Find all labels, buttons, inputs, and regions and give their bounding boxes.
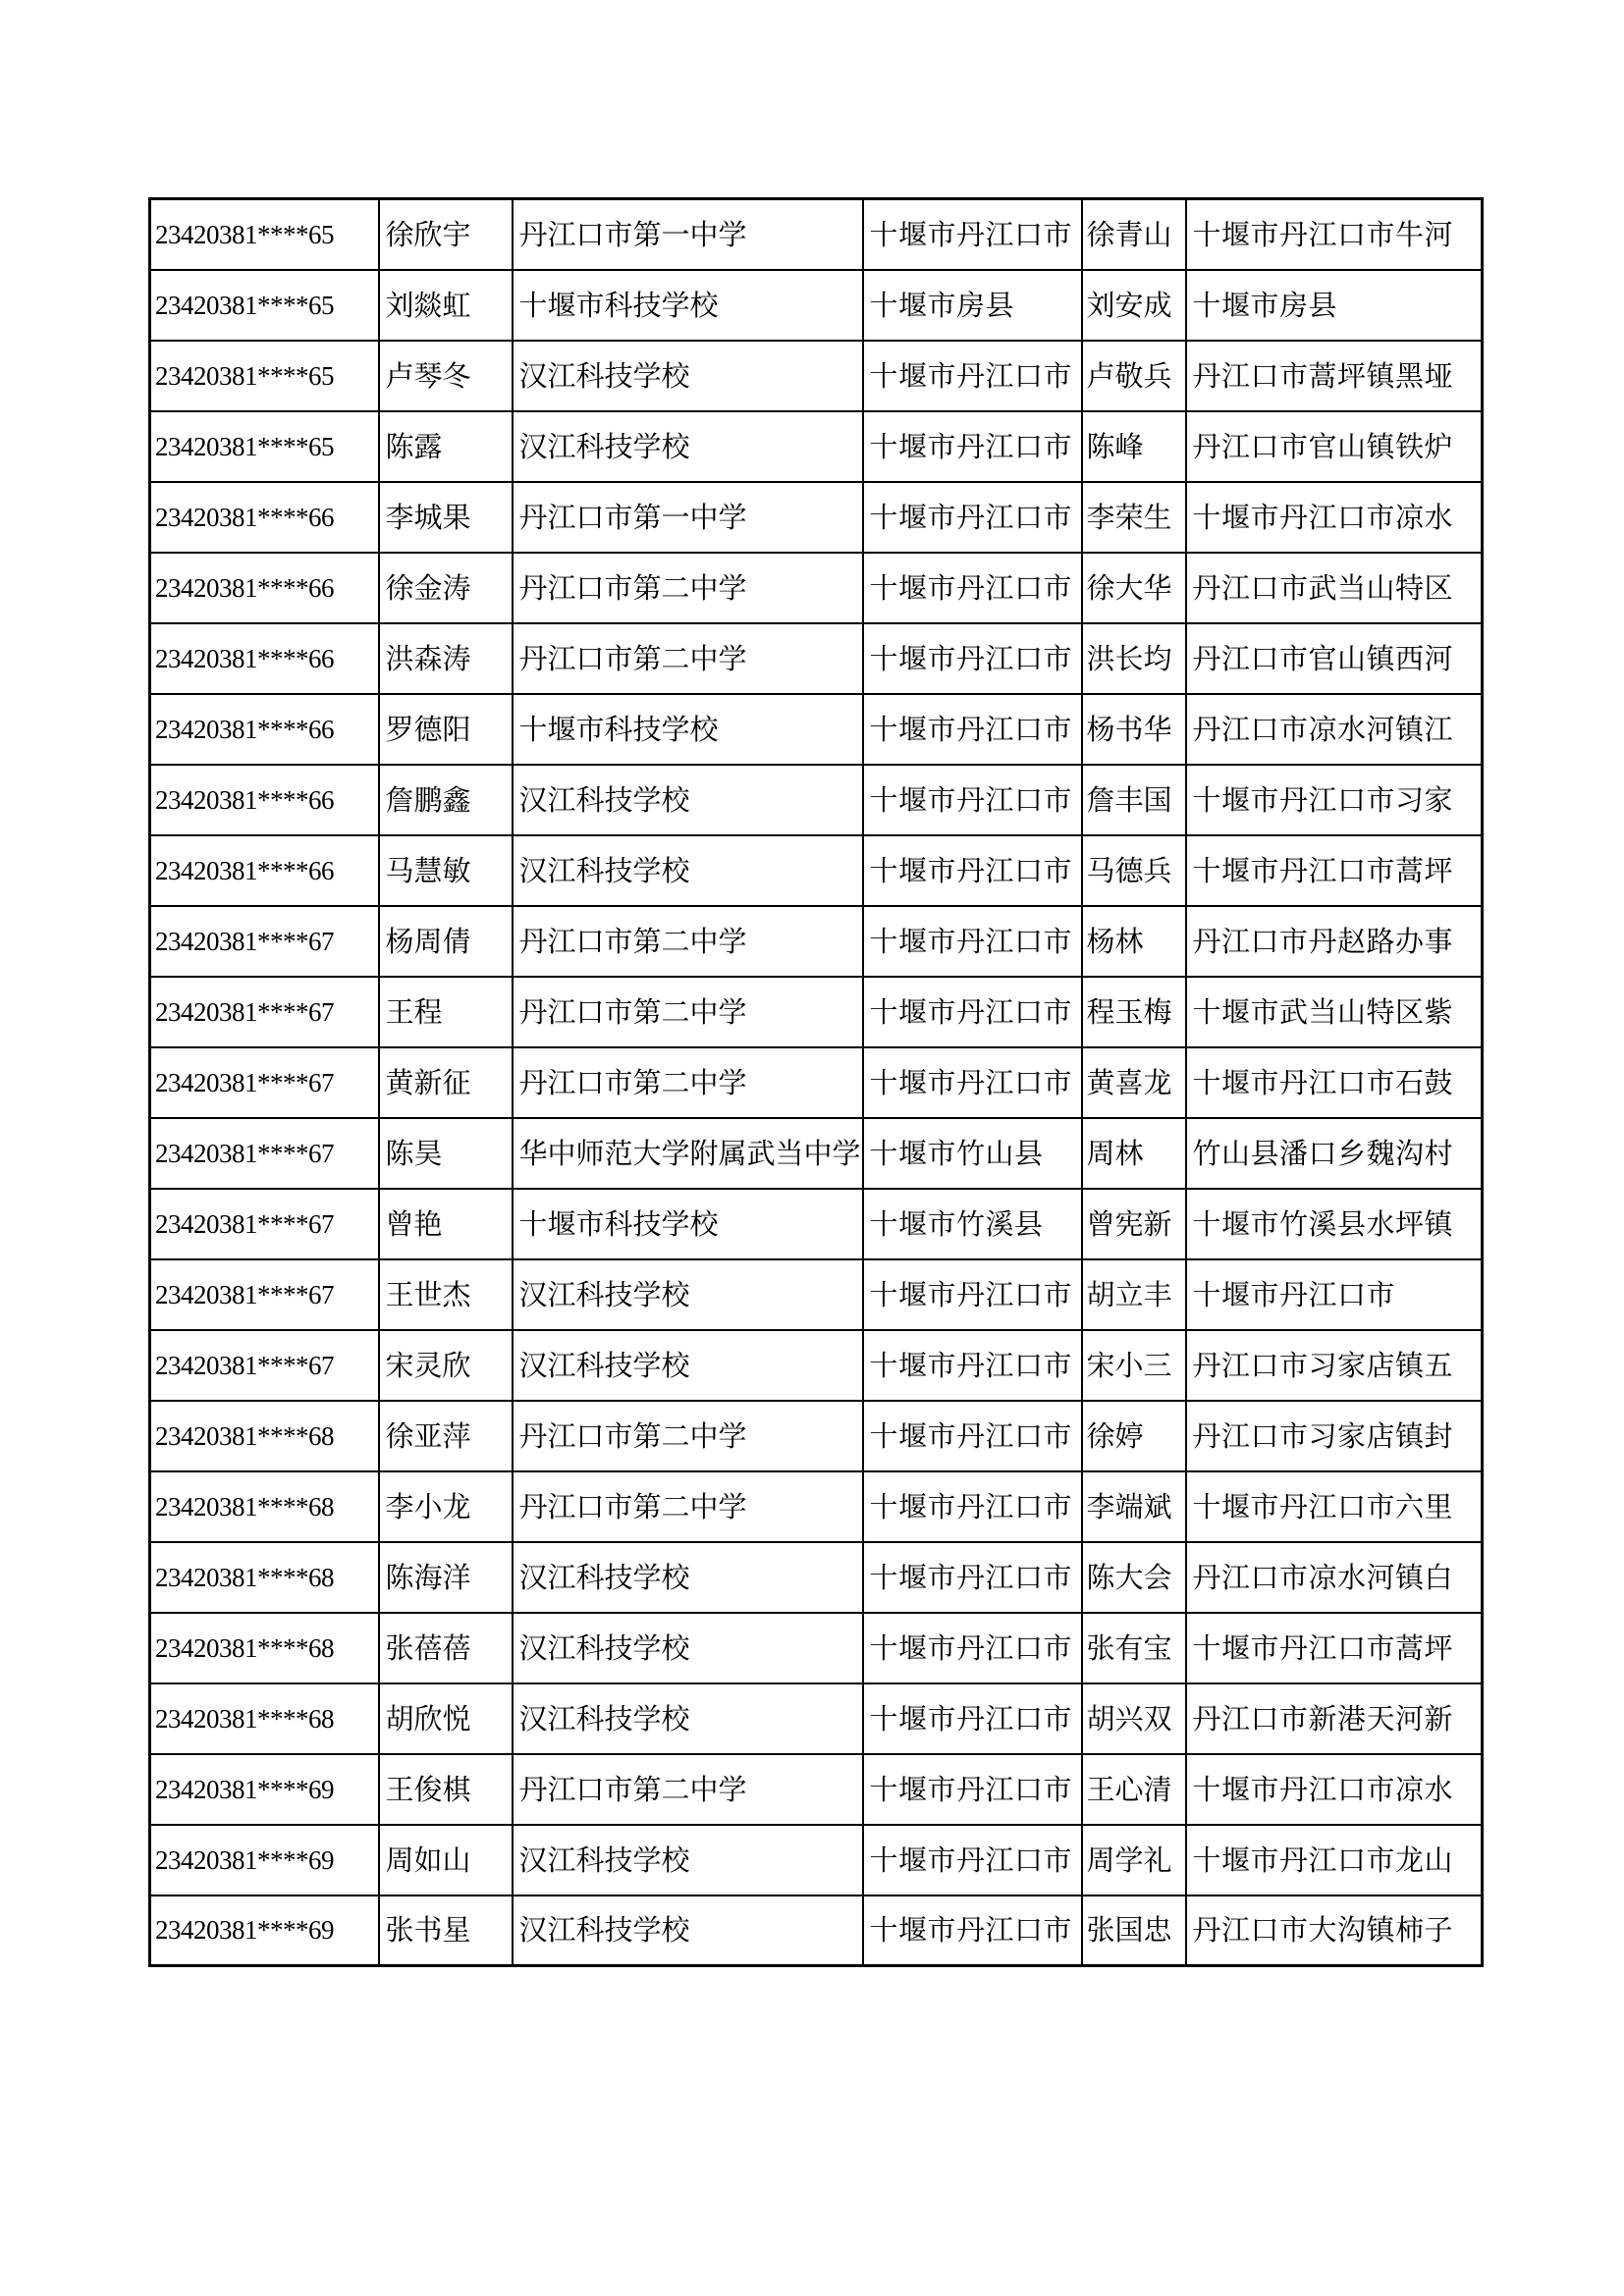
student-name-cell: 张蓓蓓 [379,1613,513,1683]
region-cell: 十堰市丹江口市 [863,1683,1082,1754]
student-name-cell: 宋灵欣 [379,1330,513,1401]
address-cell: 十堰市丹江口市蒿坪 [1186,835,1483,906]
school-cell: 汉江科技学校 [513,765,863,835]
table-row [150,1896,1483,1966]
id-number-cell: 23420381****68 [150,1542,379,1613]
region-cell: 十堰市丹江口市 [863,199,1082,270]
student-name-cell: 马慧敏 [379,835,513,906]
id-number-cell: 23420381****67 [150,1118,379,1189]
student-name-cell: 詹鹏鑫 [379,765,513,835]
student-name-cell: 王世杰 [379,1259,513,1330]
table-row [150,553,1483,623]
school-cell: 丹江口市第二中学 [513,1047,863,1118]
address-cell: 十堰市丹江口市龙山 [1186,1825,1483,1896]
guardian-name-cell: 张有宝 [1082,1613,1186,1683]
id-number-cell: 23420381****67 [150,1330,379,1401]
table-row [150,906,1483,977]
id-number-cell: 23420381****66 [150,835,379,906]
guardian-name-cell: 程玉梅 [1082,977,1186,1047]
table-row [150,1189,1483,1259]
address-cell: 十堰市丹江口市习家 [1186,765,1483,835]
table-row [150,835,1483,906]
school-cell: 十堰市科技学校 [513,1189,863,1259]
student-name-cell: 洪森涛 [379,623,513,694]
guardian-name-cell: 周林 [1082,1118,1186,1189]
region-cell: 十堰市丹江口市 [863,1471,1082,1542]
id-number-cell: 23420381****68 [150,1401,379,1471]
school-cell: 汉江科技学校 [513,835,863,906]
region-cell: 十堰市丹江口市 [863,1542,1082,1613]
guardian-name-cell: 胡立丰 [1082,1259,1186,1330]
id-number-cell: 23420381****69 [150,1896,379,1966]
address-cell: 十堰市丹江口市石鼓 [1186,1047,1483,1118]
id-number-cell: 23420381****66 [150,623,379,694]
school-cell: 丹江口市第二中学 [513,553,863,623]
student-name-cell: 刘燚虹 [379,270,513,341]
student-name-cell: 王俊棋 [379,1754,513,1825]
student-name-cell: 陈海洋 [379,1542,513,1613]
table-row [150,482,1483,553]
region-cell: 十堰市丹江口市 [863,1896,1082,1966]
address-cell: 丹江口市习家店镇封 [1186,1401,1483,1471]
guardian-name-cell: 曾宪新 [1082,1189,1186,1259]
region-cell: 十堰市丹江口市 [863,553,1082,623]
student-name-cell: 徐亚萍 [379,1401,513,1471]
school-cell: 丹江口市第二中学 [513,1754,863,1825]
id-number-cell: 23420381****68 [150,1471,379,1542]
guardian-name-cell: 周学礼 [1082,1825,1186,1896]
guardian-name-cell: 胡兴双 [1082,1683,1186,1754]
region-cell: 十堰市竹山县 [863,1118,1082,1189]
student-name-cell: 陈昊 [379,1118,513,1189]
region-cell: 十堰市丹江口市 [863,1401,1082,1471]
address-cell: 丹江口市官山镇铁炉 [1186,411,1483,482]
address-cell: 丹江口市大沟镇柿子 [1186,1896,1483,1966]
table-row [150,623,1483,694]
table-row [150,1330,1483,1401]
id-number-cell: 23420381****66 [150,694,379,765]
region-cell: 十堰市丹江口市 [863,411,1082,482]
address-cell: 十堰市丹江口市凉水 [1186,1754,1483,1825]
address-cell: 十堰市房县 [1186,270,1483,341]
student-name-cell: 李城果 [379,482,513,553]
address-cell: 丹江口市习家店镇五 [1186,1330,1483,1401]
id-number-cell: 23420381****65 [150,270,379,341]
student-name-cell: 徐金涛 [379,553,513,623]
region-cell: 十堰市丹江口市 [863,1754,1082,1825]
school-cell: 丹江口市第一中学 [513,482,863,553]
student-name-cell: 胡欣悦 [379,1683,513,1754]
table-row [150,1754,1483,1825]
guardian-name-cell: 洪长均 [1082,623,1186,694]
table-row [150,1825,1483,1896]
student-roster-table [148,197,1484,1967]
table-row [150,977,1483,1047]
address-cell: 十堰市武当山特区紫 [1186,977,1483,1047]
table-row [150,199,1483,270]
guardian-name-cell: 杨书华 [1082,694,1186,765]
guardian-name-cell: 陈大会 [1082,1542,1186,1613]
id-number-cell: 23420381****65 [150,341,379,411]
id-number-cell: 23420381****66 [150,553,379,623]
address-cell: 丹江口市丹赵路办事 [1186,906,1483,977]
student-name-cell: 周如山 [379,1825,513,1896]
address-cell: 丹江口市新港天河新 [1186,1683,1483,1754]
address-cell: 十堰市丹江口市凉水 [1186,482,1483,553]
school-cell: 汉江科技学校 [513,1330,863,1401]
school-cell: 丹江口市第二中学 [513,623,863,694]
id-number-cell: 23420381****67 [150,977,379,1047]
region-cell: 十堰市丹江口市 [863,694,1082,765]
school-cell: 汉江科技学校 [513,1683,863,1754]
school-cell: 丹江口市第二中学 [513,1401,863,1471]
region-cell: 十堰市丹江口市 [863,1330,1082,1401]
guardian-name-cell: 张国忠 [1082,1896,1186,1966]
region-cell: 十堰市丹江口市 [863,765,1082,835]
region-cell: 十堰市丹江口市 [863,977,1082,1047]
id-number-cell: 23420381****65 [150,199,379,270]
guardian-name-cell: 宋小三 [1082,1330,1186,1401]
region-cell: 十堰市丹江口市 [863,1047,1082,1118]
school-cell: 十堰市科技学校 [513,694,863,765]
id-number-cell: 23420381****67 [150,1259,379,1330]
guardian-name-cell: 徐婷 [1082,1401,1186,1471]
table-row [150,411,1483,482]
student-name-cell: 曾艳 [379,1189,513,1259]
guardian-name-cell: 李荣生 [1082,482,1186,553]
guardian-name-cell: 杨林 [1082,906,1186,977]
student-name-cell: 王程 [379,977,513,1047]
id-number-cell: 23420381****65 [150,411,379,482]
address-cell: 十堰市丹江口市 [1186,1259,1483,1330]
guardian-name-cell: 王心清 [1082,1754,1186,1825]
school-cell: 汉江科技学校 [513,1542,863,1613]
table-row [150,1259,1483,1330]
region-cell: 十堰市房县 [863,270,1082,341]
address-cell: 丹江口市蒿坪镇黑垭 [1186,341,1483,411]
id-number-cell: 23420381****66 [150,765,379,835]
table-row [150,1471,1483,1542]
table-row [150,270,1483,341]
table-row [150,1047,1483,1118]
region-cell: 十堰市丹江口市 [863,835,1082,906]
school-cell: 丹江口市第二中学 [513,1471,863,1542]
student-name-cell: 陈露 [379,411,513,482]
student-name-cell: 罗德阳 [379,694,513,765]
table-row [150,1542,1483,1613]
guardian-name-cell: 陈峰 [1082,411,1186,482]
guardian-name-cell: 徐青山 [1082,199,1186,270]
school-cell: 汉江科技学校 [513,341,863,411]
address-cell: 竹山县潘口乡魏沟村 [1186,1118,1483,1189]
table-row [150,1118,1483,1189]
region-cell: 十堰市丹江口市 [863,623,1082,694]
student-name-cell: 杨周倩 [379,906,513,977]
student-name-cell: 徐欣宇 [379,199,513,270]
guardian-name-cell: 马德兵 [1082,835,1186,906]
region-cell: 十堰市丹江口市 [863,482,1082,553]
school-cell: 汉江科技学校 [513,1896,863,1966]
roster-body [150,199,1483,1966]
table-row [150,765,1483,835]
table-row [150,1401,1483,1471]
address-cell: 十堰市丹江口市牛河 [1186,199,1483,270]
id-number-cell: 23420381****67 [150,906,379,977]
guardian-name-cell: 徐大华 [1082,553,1186,623]
student-name-cell: 黄新征 [379,1047,513,1118]
region-cell: 十堰市丹江口市 [863,1259,1082,1330]
school-cell: 丹江口市第二中学 [513,977,863,1047]
id-number-cell: 23420381****69 [150,1754,379,1825]
id-number-cell: 23420381****67 [150,1047,379,1118]
address-cell: 丹江口市官山镇西河 [1186,623,1483,694]
school-cell: 汉江科技学校 [513,1613,863,1683]
id-number-cell: 23420381****68 [150,1683,379,1754]
id-number-cell: 23420381****67 [150,1189,379,1259]
address-cell: 十堰市竹溪县水坪镇 [1186,1189,1483,1259]
region-cell: 十堰市丹江口市 [863,1613,1082,1683]
table-row [150,1613,1483,1683]
school-cell: 汉江科技学校 [513,1825,863,1896]
address-cell: 丹江口市武当山特区 [1186,553,1483,623]
table-row [150,341,1483,411]
student-name-cell: 李小龙 [379,1471,513,1542]
guardian-name-cell: 詹丰国 [1082,765,1186,835]
region-cell: 十堰市丹江口市 [863,341,1082,411]
region-cell: 十堰市丹江口市 [863,1825,1082,1896]
address-cell: 十堰市丹江口市六里 [1186,1471,1483,1542]
school-cell: 汉江科技学校 [513,411,863,482]
id-number-cell: 23420381****69 [150,1825,379,1896]
table-row [150,694,1483,765]
id-number-cell: 23420381****68 [150,1613,379,1683]
guardian-name-cell: 李端斌 [1082,1471,1186,1542]
school-cell: 汉江科技学校 [513,1259,863,1330]
school-cell: 丹江口市第一中学 [513,199,863,270]
id-number-cell: 23420381****66 [150,482,379,553]
region-cell: 十堰市丹江口市 [863,906,1082,977]
guardian-name-cell: 刘安成 [1082,270,1186,341]
address-cell: 丹江口市凉水河镇江 [1186,694,1483,765]
school-cell: 十堰市科技学校 [513,270,863,341]
school-cell: 丹江口市第二中学 [513,906,863,977]
guardian-name-cell: 卢敬兵 [1082,341,1186,411]
student-name-cell: 卢琴冬 [379,341,513,411]
region-cell: 十堰市竹溪县 [863,1189,1082,1259]
table-row [150,1683,1483,1754]
student-name-cell: 张书星 [379,1896,513,1966]
guardian-name-cell: 黄喜龙 [1082,1047,1186,1118]
address-cell: 丹江口市凉水河镇白 [1186,1542,1483,1613]
address-cell: 十堰市丹江口市蒿坪 [1186,1613,1483,1683]
school-cell: 华中师范大学附属武当中学 [513,1118,863,1189]
